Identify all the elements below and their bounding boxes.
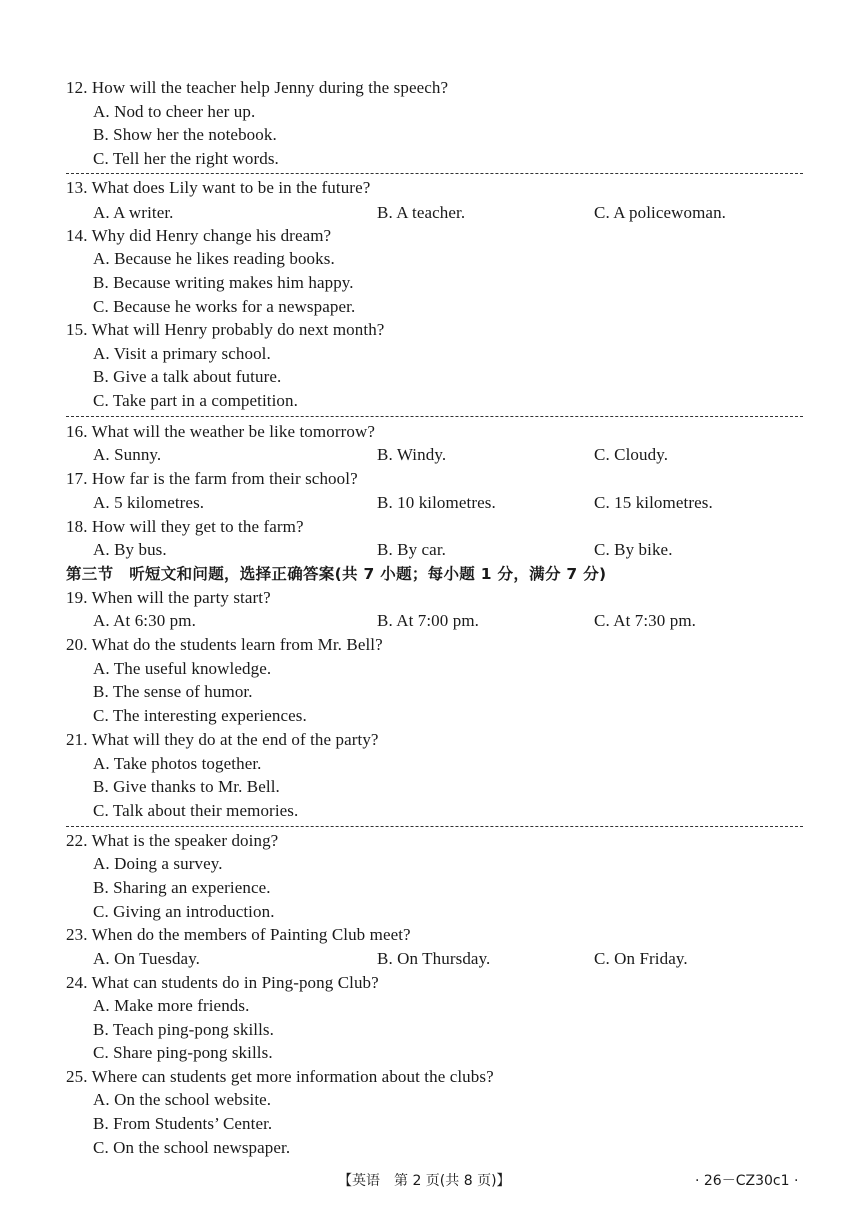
option-16c: C. Cloudy.	[594, 445, 669, 464]
question-12: 12. How will the teacher help Jenny during the speech?	[66, 78, 449, 97]
option-17c: C. 15 kilometres.	[594, 493, 713, 512]
option-17a: A. 5 kilometres.	[93, 493, 205, 512]
question-18: 18. How will they get to the farm?	[66, 517, 304, 536]
option-14b: B. Because writing makes him happy.	[93, 273, 354, 292]
question-23: 23. When do the members of Painting Club meet?	[66, 925, 411, 944]
option-22a: A. Doing a survey.	[93, 854, 223, 873]
option-13c: C. A policewoman.	[594, 203, 727, 222]
option-13b: B. A teacher.	[377, 203, 466, 222]
option-12c: C. Tell her the right words.	[93, 149, 279, 168]
dashed-divider	[66, 416, 803, 417]
option-16a: A. Sunny.	[93, 445, 162, 464]
question-16: 16. What will the weather be like tomorrow?	[66, 422, 375, 441]
option-22c: C. Giving an introduction.	[93, 902, 275, 921]
option-25b: B. From Students’ Center.	[93, 1114, 273, 1133]
option-19b: B. At 7:00 pm.	[377, 611, 479, 630]
option-20a: A. The useful knowledge.	[93, 659, 272, 678]
question-15: 15. What will Henry probably do next month?	[66, 320, 385, 339]
option-24a: A. Make more friends.	[93, 996, 250, 1015]
question-21: 21. What will they do at the end of the party?	[66, 730, 379, 749]
option-25c: C. On the school newspaper.	[93, 1138, 291, 1157]
option-23c: C. On Friday.	[594, 949, 688, 968]
option-15c: C. Take part in a competition.	[93, 391, 298, 410]
option-14c: C. Because he works for a newspaper.	[93, 297, 356, 316]
option-21c: C. Talk about their memories.	[93, 801, 299, 820]
option-12b: B. Show her the notebook.	[93, 125, 277, 144]
question-17: 17. How far is the farm from their school?	[66, 469, 358, 488]
page-number-footer: 【英语 第 2 页(共 8 页)】	[338, 1173, 511, 1189]
option-14a: A. Because he likes reading books.	[93, 249, 335, 268]
option-24c: C. Share ping-pong skills.	[93, 1043, 273, 1062]
option-12a: A. Nod to cheer her up.	[93, 102, 256, 121]
question-20: 20. What do the students learn from Mr. Bell?	[66, 635, 383, 654]
option-24b: B. Teach ping-pong skills.	[93, 1020, 275, 1039]
option-19c: C. At 7:30 pm.	[594, 611, 696, 630]
option-13a: A. A writer.	[93, 203, 174, 222]
exam-code-footer: · 26－CZ30c1 ·	[695, 1173, 799, 1189]
dashed-divider	[66, 173, 803, 174]
dashed-divider	[66, 826, 803, 827]
section-title: 第三节 听短文和问题，选择正确答案(共 7 小题；每小题 1 分，满分 7 分)	[66, 565, 607, 583]
option-22b: B. Sharing an experience.	[93, 878, 271, 897]
option-25a: A. On the school website.	[93, 1090, 272, 1109]
option-20b: B. The sense of humor.	[93, 682, 253, 701]
option-18c: C. By bike.	[594, 540, 673, 559]
option-20c: C. The interesting experiences.	[93, 706, 307, 725]
question-25: 25. Where can students get more information about the clubs?	[66, 1067, 494, 1086]
question-13: 13. What does Lily want to be in the future?	[66, 178, 371, 197]
option-23a: A. On Tuesday.	[93, 949, 201, 968]
option-19a: A. At 6:30 pm.	[93, 611, 196, 630]
option-17b: B. 10 kilometres.	[377, 493, 496, 512]
option-21a: A. Take photos together.	[93, 754, 262, 773]
question-19: 19. When will the party start?	[66, 588, 271, 607]
option-23b: B. On Thursday.	[377, 949, 491, 968]
question-24: 24. What can students do in Ping-pong Club?	[66, 973, 379, 992]
option-21b: B. Give thanks to Mr. Bell.	[93, 777, 280, 796]
option-15a: A. Visit a primary school.	[93, 344, 271, 363]
option-18a: A. By bus.	[93, 540, 167, 559]
option-18b: B. By car.	[377, 540, 446, 559]
question-14: 14. Why did Henry change his dream?	[66, 226, 332, 245]
option-16b: B. Windy.	[377, 445, 447, 464]
question-22: 22. What is the speaker doing?	[66, 831, 279, 850]
option-15b: B. Give a talk about future.	[93, 367, 282, 386]
